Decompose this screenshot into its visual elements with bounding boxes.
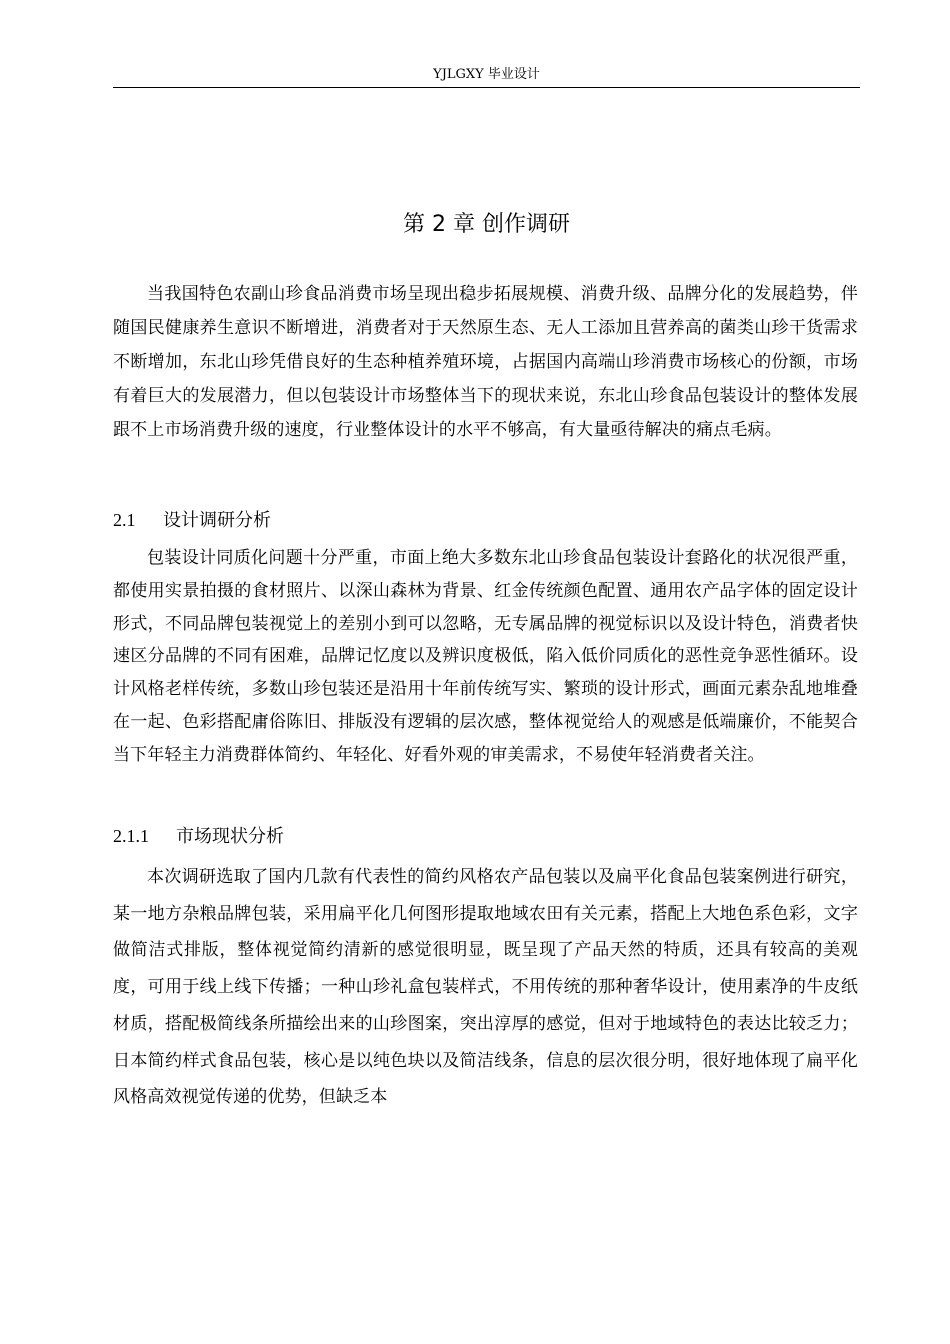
section-title: 设计调研分析 — [163, 510, 271, 531]
subsection-heading — [113, 823, 284, 850]
body-paragraph: 本次调研选取了国内几款有代表性的简约风格农产品包装以及扁平化食品包装案例进行研究，某一地方杂粮品牌包装，采用扁平化几何图形提取地域农田有关元素，搭配上大地色系色彩，文字做简洁式排版，整体视觉简约清新的感觉很明显，既呈现了产品天然的特质，还具有较高的美观度，可用于线上线下传播；一种山珍礼盒包装样式，不用传统的那种奢华设计，使用素净的牛皮纸材质，搭配极简线条所描绘出来的山珍图案，突出淳厚的感觉，但对于地域特色的表达比较乏力；日本简约样式食品包装，核心是以纯色块以及简洁线条，信息的层次很分明，很好地体现了扁平化风格高效视觉传递的优势，但缺乏本 — [113, 867, 858, 1108]
running-header: YJLGXY 毕业设计 — [433, 67, 540, 82]
header-divider — [113, 87, 860, 88]
subsection-title: 市场现状分析 — [176, 826, 284, 847]
section-number: 2.1 — [113, 510, 136, 530]
body-paragraph: 包装设计同质化问题十分严重，市面上绝大多数东北山珍食品包装设计套路化的状况很严重，都使用实景拍摄的食材照片、以深山森林为背景、红金传统颜色配置、通用农产品字体的固定设计形式，不同品牌包装视觉上的差别小到可以忽略，无专属品牌的视觉标识以及设计特色，消费者快速区分品牌的不同有困难，品牌记忆度以及辨识度极低，陷入低价同质化的恶性竞争恶性循环。设计风格老样传统，多数山珍包装还是沿用十年前传统写实、繁琐的设计形式，画面元素杂乱地堆叠在一起、色彩搭配庸俗陈旧、排版没有逻辑的层次感，整体视觉给人的观感是低端廉价，不能契合当下年轻主力消费群体简约、年轻化、好看外观的审美需求，不易使年轻消费者关注。 — [113, 548, 858, 765]
chapter-title: 第 2 章 创作调研 — [403, 212, 570, 237]
section-heading — [113, 507, 271, 534]
subsection-number: 2.1.1 — [113, 826, 149, 846]
body-paragraph: 当我国特色农副山珍食品消费市场呈现出稳步拓展规模、消费升级、品牌分化的发展趋势，伴随国民健康养生意识不断增进，消费者对于天然原生态、无人工添加且营养高的菌类山珍干货需求不断增加，东北山珍凭借良好的生态种植养殖环境，占据国内高端山珍消费市场核心的份额，市场有着巨大的发展潜力，但以包装设计市场整体当下的现状来说，东北山珍食品包装设计的整体发展跟不上市场消费升级的速度，行业整体设计的水平不够高，有大量亟待解决的痛点毛病。 — [113, 284, 858, 440]
